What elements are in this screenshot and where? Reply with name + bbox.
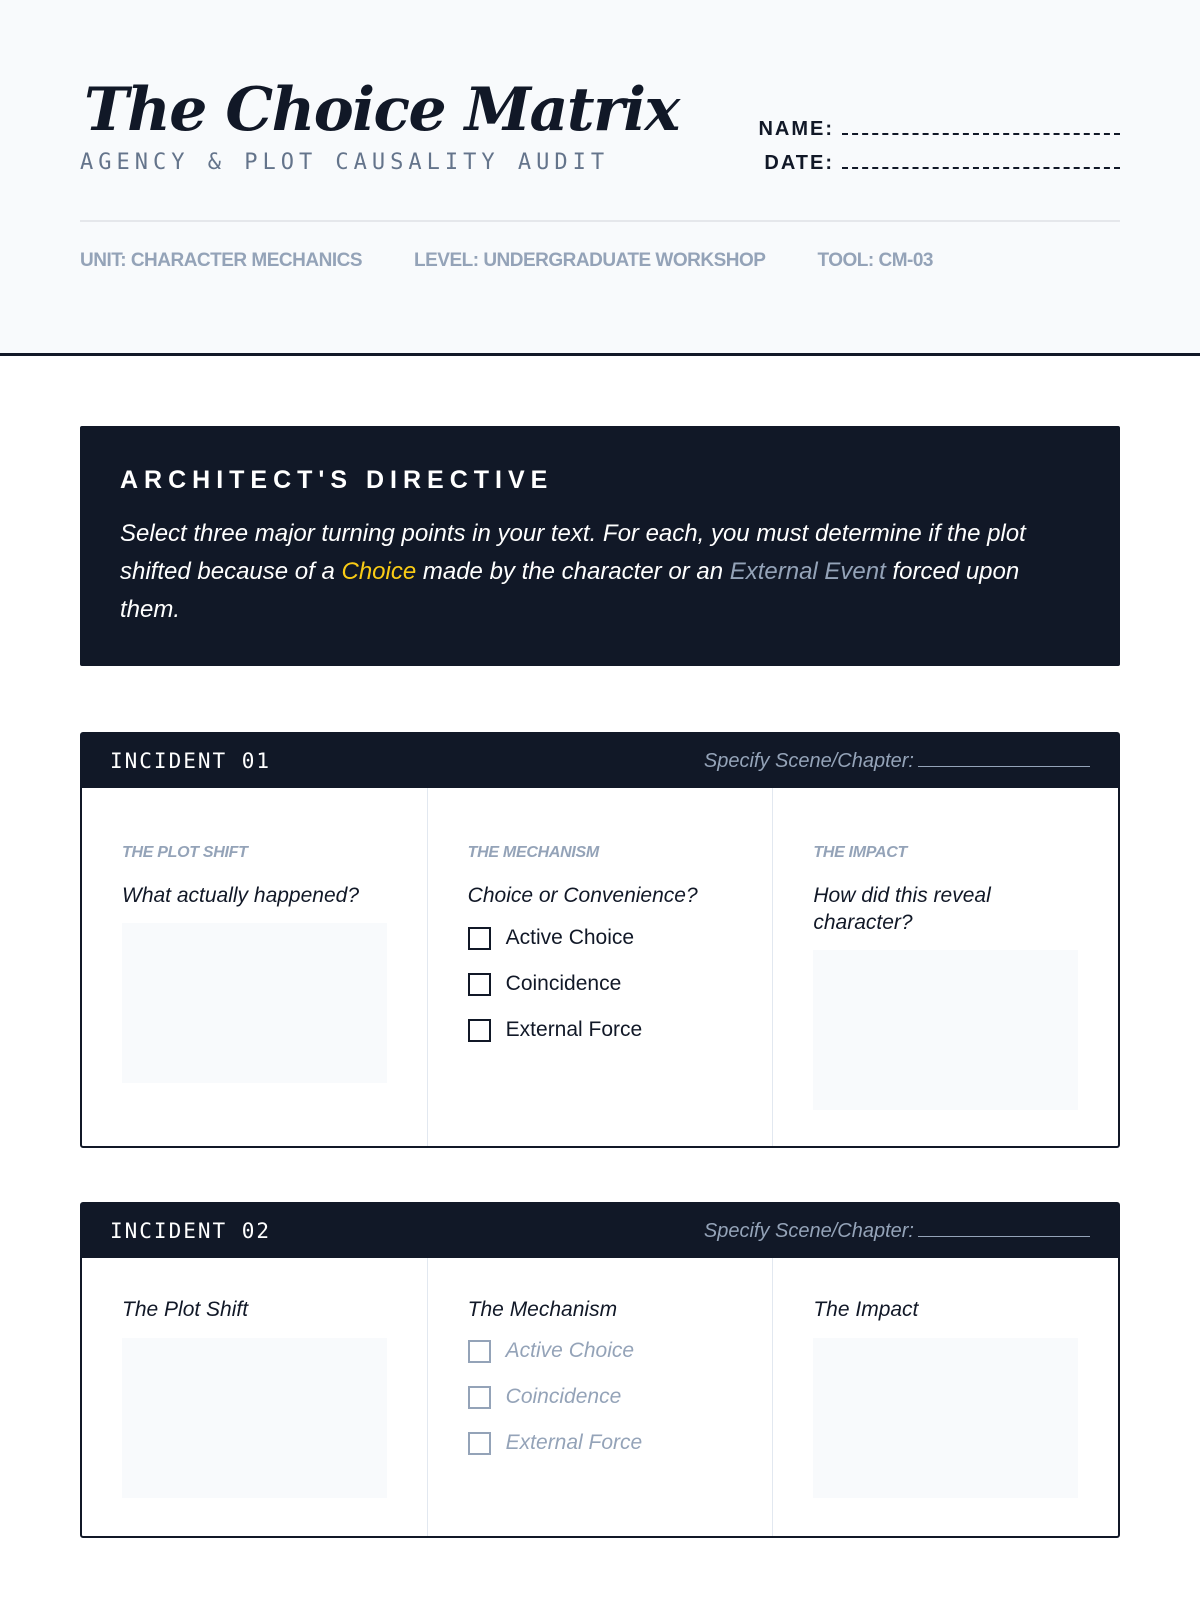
impact-answer-box[interactable] bbox=[813, 1338, 1078, 1498]
architects-directive bbox=[80, 426, 1120, 666]
incident-header bbox=[82, 1204, 1118, 1258]
option-label: External Force bbox=[505, 1018, 643, 1041]
name-row bbox=[758, 118, 1120, 152]
option-label: Active Choice bbox=[505, 926, 635, 949]
name-label: NAME: bbox=[758, 118, 834, 140]
tool-tag: TOOL: CM-03 bbox=[817, 250, 933, 271]
incident-card-02 bbox=[80, 1202, 1120, 1538]
student-fields bbox=[758, 118, 1120, 186]
plot-shift-answer-box[interactable] bbox=[122, 923, 387, 1083]
impact-title: The Impact bbox=[813, 1298, 919, 1321]
external-event-highlight: External Event bbox=[729, 558, 886, 585]
date-label: DATE: bbox=[764, 152, 834, 174]
incident-columns bbox=[82, 788, 1118, 1146]
incident-columns bbox=[82, 1258, 1118, 1536]
incident-id: INCIDENT 01 bbox=[110, 749, 272, 773]
page-subtitle: AGENCY & PLOT CAUSALITY AUDIT bbox=[80, 150, 610, 175]
impact-label: THE IMPACT bbox=[813, 844, 907, 861]
directive-text-middle: made by the character or an bbox=[416, 558, 730, 585]
name-blank[interactable] bbox=[842, 133, 1120, 135]
option-label: Active Choice bbox=[505, 1339, 635, 1362]
meta-tags bbox=[80, 250, 933, 272]
level-tag: LEVEL: UNDERGRADUATE WORKSHOP bbox=[414, 250, 766, 271]
unit-tag: UNIT: CHARACTER MECHANICS bbox=[80, 250, 362, 271]
directive-heading: ARCHITECT'S DIRECTIVE bbox=[120, 466, 554, 494]
plot-shift-question: What actually happened? bbox=[122, 884, 359, 907]
checkbox[interactable] bbox=[468, 973, 491, 996]
checkbox[interactable] bbox=[468, 1432, 491, 1455]
impact-question: How did this reveal character? bbox=[813, 884, 991, 934]
scene-label: Specify Scene/Chapter: bbox=[703, 749, 914, 772]
incident-id: INCIDENT 02 bbox=[110, 1219, 272, 1243]
mechanism-options bbox=[468, 1328, 733, 1466]
header-divider bbox=[80, 220, 1120, 222]
date-blank[interactable] bbox=[842, 167, 1120, 169]
option-label: Coincidence bbox=[505, 1385, 622, 1408]
directive-text-end: forced upon them. bbox=[120, 558, 1020, 623]
directive-text bbox=[120, 515, 1080, 629]
mechanism-column bbox=[428, 1258, 774, 1536]
scene-field bbox=[704, 750, 1090, 773]
scene-blank[interactable] bbox=[918, 1236, 1090, 1237]
mechanism-title: The Mechanism bbox=[467, 1298, 618, 1321]
mechanism-question: Choice or Convenience? bbox=[467, 884, 698, 907]
directive-text-start: Select three major turning points in your text. For each, you must determine if the plot shifted because of a bbox=[120, 520, 1026, 585]
page-title: The Choice Matrix bbox=[84, 75, 679, 145]
checkbox[interactable] bbox=[468, 927, 491, 950]
date-row bbox=[758, 152, 1120, 186]
checkbox[interactable] bbox=[468, 1340, 491, 1363]
option-coincidence[interactable] bbox=[468, 961, 733, 1007]
plot-shift-label: THE PLOT SHIFT bbox=[122, 844, 248, 861]
choice-highlight: Choice bbox=[341, 558, 417, 585]
plot-shift-title: The Plot Shift bbox=[122, 1298, 249, 1321]
incident-header bbox=[82, 734, 1118, 788]
impact-answer-box[interactable] bbox=[813, 950, 1078, 1110]
scene-field bbox=[704, 1220, 1090, 1243]
mechanism-label: THE MECHANISM bbox=[467, 844, 599, 861]
incident-card-01 bbox=[80, 732, 1120, 1148]
scene-blank[interactable] bbox=[918, 766, 1090, 767]
option-label: External Force bbox=[505, 1431, 643, 1454]
impact-column bbox=[773, 1258, 1118, 1536]
option-external-force[interactable] bbox=[468, 1420, 733, 1466]
impact-column bbox=[773, 788, 1118, 1146]
plot-shift-column bbox=[82, 1258, 428, 1536]
option-label: Coincidence bbox=[505, 972, 622, 995]
worksheet-header bbox=[0, 0, 1200, 356]
plot-shift-answer-box[interactable] bbox=[122, 1338, 387, 1498]
checkbox[interactable] bbox=[468, 1386, 491, 1409]
option-active-choice[interactable] bbox=[468, 915, 733, 961]
plot-shift-column bbox=[82, 788, 428, 1146]
checkbox[interactable] bbox=[468, 1019, 491, 1042]
mechanism-column bbox=[428, 788, 774, 1146]
mechanism-options bbox=[468, 915, 733, 1053]
option-coincidence[interactable] bbox=[468, 1374, 733, 1420]
option-active-choice[interactable] bbox=[468, 1328, 733, 1374]
scene-label: Specify Scene/Chapter: bbox=[703, 1219, 914, 1242]
option-external-force[interactable] bbox=[468, 1007, 733, 1053]
